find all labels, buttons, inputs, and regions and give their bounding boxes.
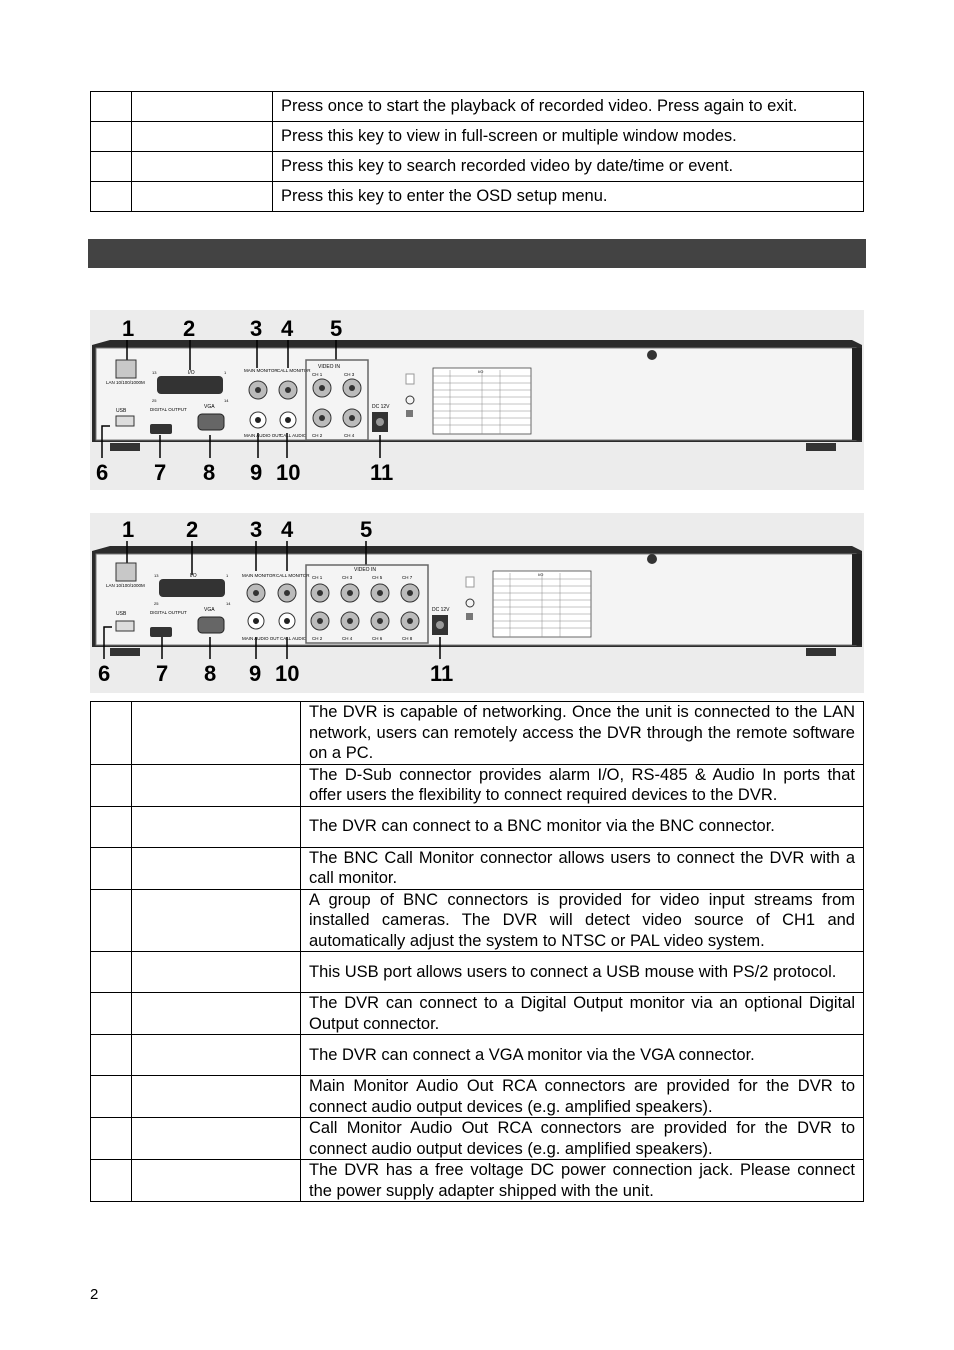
table-cell [91,1035,132,1076]
table-row [91,702,864,765]
table-cell [91,764,132,806]
table-row [91,1076,864,1118]
svg-text:VGA: VGA [204,607,215,613]
io-label: I/O [188,370,195,376]
video-in-label: VIDEO IN [318,364,340,370]
table-cell [132,993,301,1035]
table-cell [91,92,132,122]
page-number: 2 [90,1286,99,1303]
lan-port [116,360,136,378]
svg-text:25: 25 [154,601,159,606]
table-cell [132,122,273,152]
table-row [91,952,864,993]
callout-7: 7 [154,460,167,485]
table-cell [91,889,132,952]
usb-port [116,416,134,426]
callout-5: 5 [330,316,343,341]
connector-description: The D-Sub connector provides alarm I/O, RS-485 & Audio In ports that offer users the flexibility to connect required devices to the DVR. [301,764,864,806]
connector-description: The DVR can connect to a Digital Output monitor via an optional Digital Output connector. [301,993,864,1035]
key-description: Press this key to search recorded video by date/time or event. [273,152,864,182]
table-cell [132,889,301,952]
table-row [91,847,864,889]
table-cell [132,182,273,212]
pin-label: 13 [152,370,157,375]
svg-text:1: 1 [226,573,229,578]
dsub-io-connector [157,376,223,394]
callout-4: 4 [281,517,294,542]
svg-text:MAIN MONITOR: MAIN MONITOR [242,573,276,578]
connector-description: The DVR can connect a VGA monitor via the VGA connector. [301,1035,864,1076]
table-cell [91,993,132,1035]
connector-description: A group of BNC connectors is provided for video input streams from installed cameras. The DVR will detect video source of CH1 and automatically adjust the system to NTSC or PAL video system. [301,889,864,952]
table-row [91,1160,864,1202]
table-cell [132,1035,301,1076]
table-row [91,182,864,212]
svg-text:CH 7: CH 7 [402,575,413,580]
callout-8: 8 [203,460,216,485]
key-description: Press once to start the playback of recorded video. Press again to exit. [273,92,864,122]
table-row [91,806,864,847]
table-cell [91,1118,132,1160]
connector-description: The BNC Call Monitor connector allows users to connect the DVR with a call monitor. [301,847,864,889]
key-function-table [90,91,864,212]
callout-11: 11 [430,661,454,686]
svg-text:I/O: I/O [190,573,197,579]
screw-icon [647,554,657,564]
connector-description: Main Monitor Audio Out RCA connectors are provided for the DVR to connect audio output devices (e.g. amplified speakers). [301,1076,864,1118]
lan-label: LAN 10/100/1000M [106,380,145,385]
key-description: Press this key to view in full-screen or multiple window modes. [273,122,864,152]
table-cell [91,806,132,847]
table-cell [91,847,132,889]
table-cell [91,152,132,182]
main-monitor-label: MAIN MONITOR [244,368,278,373]
pin-label: 14 [224,398,229,403]
svg-text:CH 2: CH 2 [312,636,323,641]
svg-text:13: 13 [154,573,159,578]
callout-2: 2 [186,517,199,542]
svg-text:CH 8: CH 8 [402,636,413,641]
key-description: Press this key to enter the OSD setup menu. [273,182,864,212]
callout-6: 6 [96,460,109,485]
svg-text:CH 6: CH 6 [372,636,383,641]
table-row [91,152,864,182]
table-row [91,889,864,952]
screw-icon [647,350,657,360]
digital-output-port [150,424,172,434]
svg-text:I/O: I/O [478,369,484,374]
connector-description: The DVR can connect to a BNC monitor via the BNC connector. [301,806,864,847]
svg-text:LAN 10/100/1000M: LAN 10/100/1000M [106,583,145,588]
connector-description: The DVR has a free voltage DC power connection jack. Please connect the power supply adapter shipped with the unit. [301,1160,864,1202]
callout-1: 1 [122,517,135,542]
call-audio-label: CALL AUDIO [280,433,307,438]
svg-text:CALL AUDIO: CALL AUDIO [280,636,307,641]
callout-10: 10 [276,460,301,485]
table-cell [132,952,301,993]
svg-text:I/O: I/O [538,572,544,577]
table-cell [91,952,132,993]
svg-text:CH 3: CH 3 [344,372,355,377]
table-cell [132,764,301,806]
table-cell [132,92,273,122]
callout-3: 3 [250,316,263,341]
table-row [91,122,864,152]
connector-description: Call Monitor Audio Out RCA connectors are provided for the DVR to connect audio output devices (e.g. amplified speakers). [301,1118,864,1160]
callout-7: 7 [156,661,169,686]
callout-9: 9 [250,460,263,485]
vga-label: VGA [204,404,215,410]
table-cell [132,1076,301,1118]
usb-label: USB [116,408,127,414]
rear-panel-8ch [90,513,864,693]
table-row [91,92,864,122]
svg-text:VIDEO IN: VIDEO IN [354,567,376,573]
callout-1: 1 [122,316,135,341]
callout-10: 10 [275,661,300,686]
svg-text:DC 12V: DC 12V [432,607,450,613]
svg-text:CH 1: CH 1 [312,575,323,580]
table-cell [132,806,301,847]
svg-text:CH 5: CH 5 [372,575,383,580]
svg-text:CH 3: CH 3 [342,575,353,580]
table-cell [91,182,132,212]
table-cell [132,1160,301,1202]
table-row [91,1035,864,1076]
table-cell [132,702,301,765]
main-audio-label: MAIN AUDIO OUT [244,433,282,438]
dc-label: DC 12V [372,404,390,410]
table-cell [132,1118,301,1160]
vga-port [198,414,224,430]
table-row [91,993,864,1035]
svg-text:USB: USB [116,611,127,617]
table-cell [91,122,132,152]
svg-text:CH 2: CH 2 [312,433,323,438]
table-row [91,1118,864,1160]
connector-description-table [90,701,864,1202]
callout-4: 4 [281,316,294,341]
callout-6: 6 [98,661,111,686]
table-cell [91,1076,132,1118]
callout-9: 9 [249,661,262,686]
connector-description: The DVR is capable of networking. Once the unit is connected to the LAN network, users can remotely access the DVR through the remote software on a PC. [301,702,864,765]
pin-label: 1 [224,370,227,375]
svg-text:14: 14 [226,601,231,606]
svg-text:MAIN AUDIO OUT: MAIN AUDIO OUT [242,636,280,641]
pin-label: 25 [152,398,157,403]
table-cell [132,847,301,889]
section-header-bar [88,239,866,268]
svg-text:CALL MONITOR: CALL MONITOR [276,573,310,578]
callout-8: 8 [204,661,217,686]
svg-text:DIGITAL OUTPUT: DIGITAL OUTPUT [150,610,187,615]
table-cell [91,1160,132,1202]
connector-description: This USB port allows users to connect a USB mouse with PS/2 protocol. [301,952,864,993]
table-cell [132,152,273,182]
callout-11: 11 [370,460,394,485]
svg-text:CH 4: CH 4 [344,433,355,438]
callout-2: 2 [183,316,196,341]
callout-5: 5 [360,517,373,542]
call-monitor-label: CALL MONITOR [277,368,311,373]
table-row [91,764,864,806]
rear-panel-4ch [90,310,864,490]
callout-3: 3 [250,517,263,542]
svg-text:CH 4: CH 4 [342,636,353,641]
table-cell [91,702,132,765]
svg-text:CH 1: CH 1 [312,372,323,377]
digital-output-label: DIGITAL OUTPUT [150,407,187,412]
